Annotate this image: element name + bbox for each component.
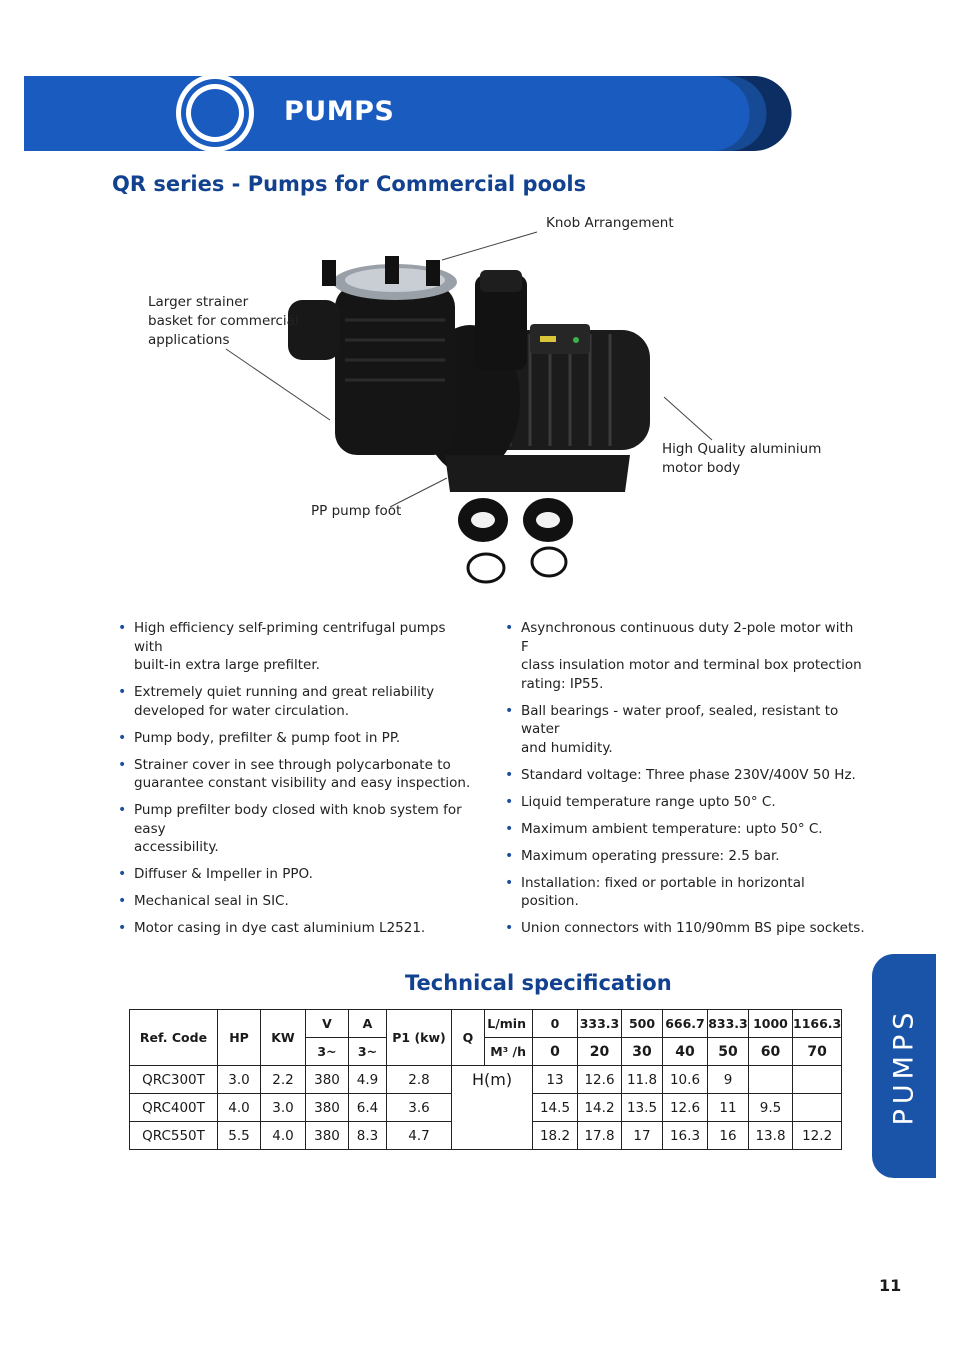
cell-head: 11.8 — [622, 1066, 663, 1094]
cell-hp: 3.0 — [218, 1066, 261, 1094]
cell-p1: 2.8 — [387, 1066, 452, 1094]
feature-item: • Strainer cover in see through polycarbonate to guarantee constant visibility and easy inspection. — [118, 756, 478, 793]
callout-motor-line: motor body — [662, 460, 741, 476]
side-tab-label-wrap — [872, 954, 936, 1178]
cell-hp: 4.0 — [218, 1094, 261, 1122]
flow-m3h: 40 — [663, 1038, 708, 1066]
col-p1: P1 (kw) — [387, 1010, 452, 1066]
callout-strainer — [148, 293, 299, 350]
flow-m3h: 20 — [578, 1038, 622, 1066]
flow-lmin: 500 — [622, 1010, 663, 1038]
cell-head: 12.6 — [578, 1066, 622, 1094]
cell-hp: 5.5 — [218, 1122, 261, 1150]
features-right-list — [505, 619, 865, 946]
table-row — [130, 1066, 842, 1094]
cell-head: 18.2 — [533, 1122, 578, 1150]
spec-title: Technical specification — [405, 971, 672, 995]
feature-item: • High efficiency self-priming centrifugal pumps with built-in extra large prefilter. — [118, 619, 478, 675]
feature-item: • Union connectors with 110/90mm BS pipe sockets. — [505, 919, 865, 938]
feature-item: • Mechanical seal in SIC. — [118, 892, 478, 911]
cell-head-unit: H(m) — [452, 1066, 533, 1094]
cell-p1: 4.7 — [387, 1122, 452, 1150]
cell-head: 10.6 — [663, 1066, 708, 1094]
callout-strainer-line: basket for commercial — [148, 313, 299, 329]
cell-head: 17 — [622, 1122, 663, 1150]
page-header-title: PUMPS — [284, 96, 395, 127]
cell-empty — [452, 1122, 533, 1150]
callout-strainer-line: Larger strainer — [148, 294, 249, 310]
cell-v: 380 — [306, 1066, 349, 1094]
table-row — [130, 1122, 842, 1150]
callout-lines — [0, 0, 960, 600]
col-ref-code: Ref. Code — [130, 1010, 218, 1066]
feature-item: • Installation: fixed or portable in horizontal position. — [505, 874, 865, 911]
callout-strainer-line: applications — [148, 332, 230, 348]
col-v: V — [306, 1010, 349, 1038]
feature-item: • Maximum operating pressure: 2.5 bar. — [505, 847, 865, 866]
feature-item: • Motor casing in dye cast aluminium L2521. — [118, 919, 478, 938]
callout-motor-line: High Quality aluminium — [662, 441, 822, 457]
flow-lmin: 833.3 — [708, 1010, 749, 1038]
flow-m3h: 50 — [708, 1038, 749, 1066]
col-hp: HP — [218, 1010, 261, 1066]
flow-m3h: 0 — [533, 1038, 578, 1066]
cell-head: 14.2 — [578, 1094, 622, 1122]
callout-knob-arrangement: Knob Arrangement — [546, 215, 674, 231]
cell-head: 13 — [533, 1066, 578, 1094]
feature-item: • Pump body, prefilter & pump foot in PP. — [118, 729, 478, 748]
cell-kw: 2.2 — [261, 1066, 306, 1094]
cell-head: 14.5 — [533, 1094, 578, 1122]
cell-ref: QRC300T — [130, 1066, 218, 1094]
feature-item: • Maximum ambient temperature: upto 50° C. — [505, 820, 865, 839]
cell-head: 17.8 — [578, 1122, 622, 1150]
col-q: Q — [452, 1010, 485, 1066]
cell-ref: QRC550T — [130, 1122, 218, 1150]
col-a: A — [349, 1010, 387, 1038]
callout-motor-body — [662, 440, 821, 478]
flow-m3h: 70 — [793, 1038, 842, 1066]
cell-head — [749, 1066, 793, 1094]
feature-item: • Diffuser & Impeller in PPO. — [118, 865, 478, 884]
col-v-phase: 3~ — [306, 1038, 349, 1066]
flow-lmin: 1000 — [749, 1010, 793, 1038]
page-number: 11 — [879, 1276, 902, 1295]
cell-head: 9 — [708, 1066, 749, 1094]
cell-head: 13.5 — [622, 1094, 663, 1122]
section-subtitle: QR series - Pumps for Commercial pools — [112, 172, 587, 196]
feature-item: • Ball bearings - water proof, sealed, resistant to water and humidity. — [505, 702, 865, 758]
cell-head: 13.8 — [749, 1122, 793, 1150]
spec-table — [129, 1009, 842, 1150]
feature-item: • Liquid temperature range upto 50° C. — [505, 793, 865, 812]
cell-head — [793, 1094, 842, 1122]
cell-head: 11 — [708, 1094, 749, 1122]
flow-m3h: 60 — [749, 1038, 793, 1066]
cell-kw: 3.0 — [261, 1094, 306, 1122]
col-lmin: L/min — [485, 1010, 533, 1038]
cell-head: 12.2 — [793, 1122, 842, 1150]
flow-m3h: 30 — [622, 1038, 663, 1066]
spec-header-row — [130, 1010, 842, 1038]
flow-lmin: 1166.3 — [793, 1010, 842, 1038]
feature-item: • Standard voltage: Three phase 230V/400V 50 Hz. — [505, 766, 865, 785]
flow-lmin: 666.7 — [663, 1010, 708, 1038]
cell-ref: QRC400T — [130, 1094, 218, 1122]
col-m3h: M³ /h — [485, 1038, 533, 1066]
feature-item: • Asynchronous continuous duty 2-pole motor with F class insulation motor and terminal box protection rating: IP55. — [505, 619, 865, 693]
cell-kw: 4.0 — [261, 1122, 306, 1150]
cell-head: 16 — [708, 1122, 749, 1150]
col-a-phase: 3~ — [349, 1038, 387, 1066]
cell-v: 380 — [306, 1122, 349, 1150]
callout-pp-pump-foot: PP pump foot — [311, 503, 402, 519]
cell-a: 6.4 — [349, 1094, 387, 1122]
table-row — [130, 1094, 842, 1122]
cell-p1: 3.6 — [387, 1094, 452, 1122]
cell-empty — [452, 1094, 533, 1122]
flow-lmin: 333.3 — [578, 1010, 622, 1038]
cell-a: 8.3 — [349, 1122, 387, 1150]
cell-head: 9.5 — [749, 1094, 793, 1122]
cell-head — [793, 1066, 842, 1094]
features-left-list — [118, 619, 478, 946]
cell-head: 12.6 — [663, 1094, 708, 1122]
cell-head: 16.3 — [663, 1122, 708, 1150]
side-tab-label: PUMPS — [888, 1007, 920, 1125]
cell-v: 380 — [306, 1094, 349, 1122]
col-kw: KW — [261, 1010, 306, 1066]
feature-item: • Extremely quiet running and great reliability developed for water circulation. — [118, 683, 478, 720]
flow-lmin: 0 — [533, 1010, 578, 1038]
cell-a: 4.9 — [349, 1066, 387, 1094]
feature-item: • Pump prefilter body closed with knob system for easy accessibility. — [118, 801, 478, 857]
